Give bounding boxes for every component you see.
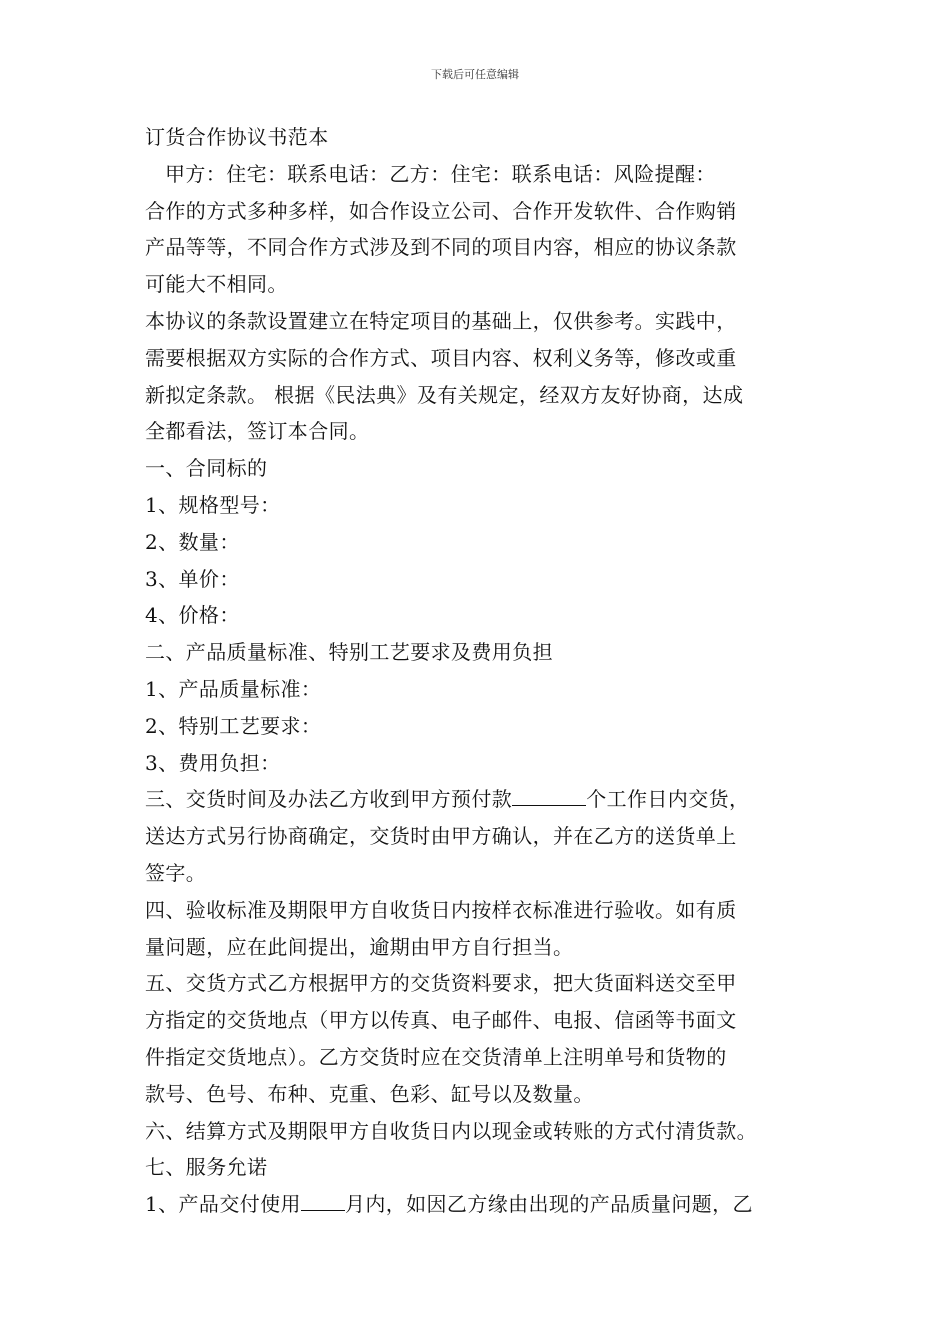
intro-paragraph-2 xyxy=(145,303,807,450)
section-3-text-after: 个工作日内交货， xyxy=(586,787,750,812)
text-line: 合作的方式多种多样，如合作设立公司、合作开发软件、合作购销 xyxy=(145,198,737,223)
list-item: 1、规格型号： xyxy=(145,492,281,517)
text-line: 件指定交货地点）。乙方交货时应在交货清单上注明单号和货物的 xyxy=(145,1044,727,1069)
s7-item1-before: 1、产品交付使用 xyxy=(145,1192,301,1217)
list-item: 3、单价： xyxy=(145,566,240,591)
list-item xyxy=(145,1186,807,1223)
section-4 xyxy=(145,892,807,966)
list-item: 1、产品质量标准： xyxy=(145,676,322,701)
text-line: 全都看法，签订本合同。 xyxy=(145,419,370,444)
list-item: 2、特别工艺要求： xyxy=(145,713,322,738)
blank-fill-line xyxy=(512,783,586,806)
text-line: 可能大不相同。 xyxy=(145,272,288,297)
parties-line: 甲方：住宅：联系电话：乙方：住宅：联系电话：风险提醒： xyxy=(165,161,716,186)
section-6: 六、结算方式及期限甲方自收货日内以现金或转账的方式付清货款。 xyxy=(145,1118,757,1143)
blank-fill-line xyxy=(301,1188,345,1211)
text-line: 四、验收标准及期限甲方自收货日内按样衣标准进行验收。如有质 xyxy=(145,897,737,922)
section-3-text-before: 三、交货时间及办法乙方收到甲方预付款 xyxy=(145,787,513,812)
section-3 xyxy=(145,781,807,891)
document-title: 订货合作协议书范本 xyxy=(145,125,329,149)
text-line: 送达方式另行协商确定，交货时由甲方确认，并在乙方的送货单上 xyxy=(145,824,737,849)
intro-paragraph-1 xyxy=(145,193,807,303)
s7-item1-after: 月内，如因乙方缘由出现的产品质量问题，乙 xyxy=(344,1192,753,1217)
text-line: 签字。 xyxy=(145,860,207,885)
text-line: 新拟定条款。 根据《民法典》及有关规定，经双方友好协商，达成 xyxy=(145,382,744,407)
text-line: 方指定的交货地点（甲方以传真、电子邮件、电报、信函等书面文 xyxy=(145,1008,737,1033)
page-header: 下载后可任意编辑 xyxy=(431,68,519,81)
section-heading-7: 七、服务允诺 xyxy=(145,1155,268,1180)
text-line: 款号、色号、布种、克重、色彩、缸号以及数量。 xyxy=(145,1081,594,1106)
section-heading-1: 一、合同标的 xyxy=(145,456,268,481)
text-line: 产品等等，不同合作方式涉及到不同的项目内容，相应的协议条款 xyxy=(145,235,737,260)
list-item: 2、数量： xyxy=(145,529,240,554)
text-line: 五、交货方式乙方根据甲方的交货资料要求，把大货面料送交至甲 xyxy=(145,971,737,996)
text-line xyxy=(145,781,807,818)
list-item: 4、价格： xyxy=(145,603,240,628)
text-line: 本协议的条款设置建立在特定项目的基础上，仅供参考。实践中， xyxy=(145,308,737,333)
section-heading-2: 二、产品质量标准、特别工艺要求及费用负担 xyxy=(145,640,553,665)
text-line: 需要根据双方实际的合作方式、项目内容、权利义务等，修改或重 xyxy=(145,345,737,370)
list-item: 3、费用负担： xyxy=(145,750,281,775)
document-body xyxy=(145,119,807,1223)
text-line: 量问题，应在此间提出，逾期由甲方自行担当。 xyxy=(145,934,574,959)
section-5 xyxy=(145,965,807,1112)
